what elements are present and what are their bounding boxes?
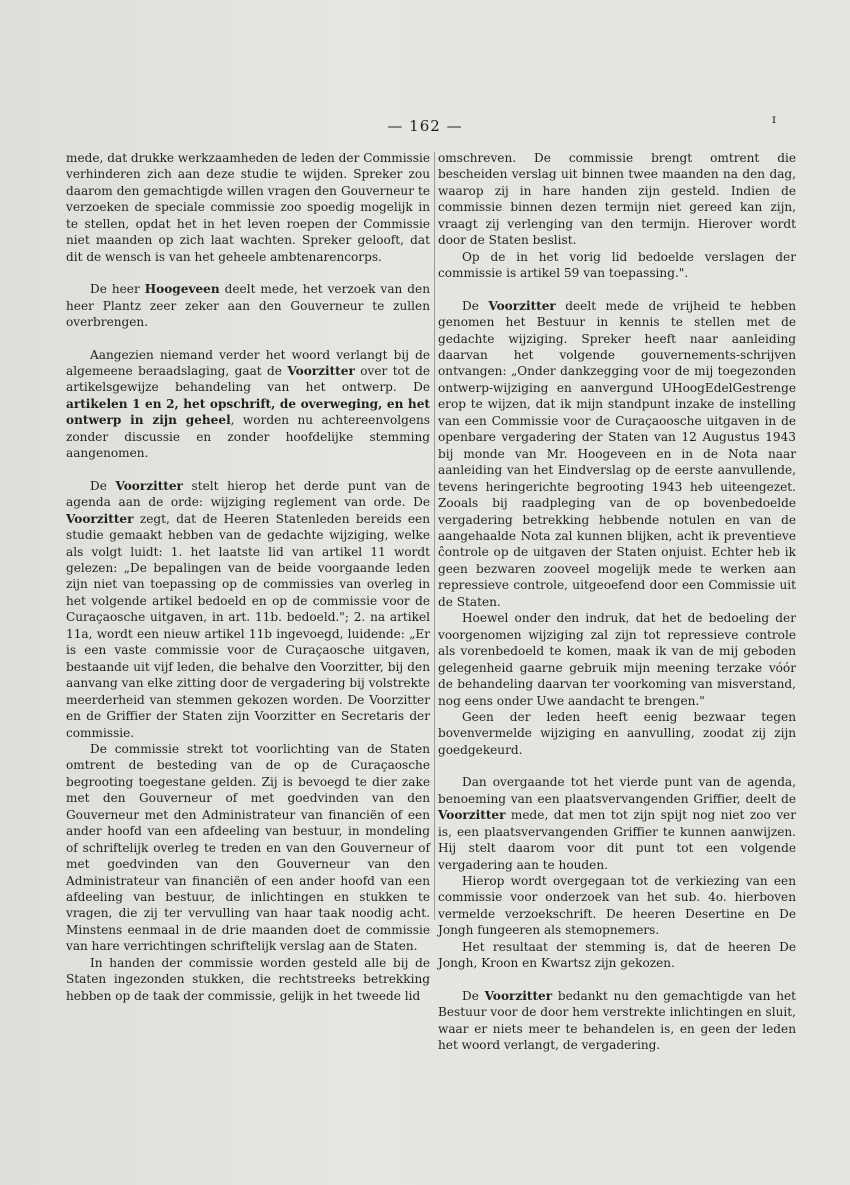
- paragraph: De Voorzitter deelt mede de vrijheid te hebben genomen het Bestuur in kennis te stellen met de gedachte wijziging. Spreker heeft naar aanleiding daarvan het volgende gouvernements-schrijven ontvangen: „Onder dankzegging voor de mij toegezonden ontwerp-wijziging en aanvergund UHoogEdelGestrenge erop te wijzen, dat ik mijn standpunt inzake de instelling van een Commissie voor de Curaçaoosche uitgaven in de openbare vergadering der Staten van 12 Augustus 1943 bij monde van Mr. Hoogeveen en in de Nota naar aanleiding van het Eindverslag op de eerste aanvullende, tevens heringerichte begrooting 1943 heb uiteengezet. Zooals bij raadpleging van de op bovenbedoelde vergadering betrekking hebbende notulen en van de aangehaalde Nota zal kunnen blijken, acht ik preventieve ĉontrole op de uitgaven der Staten onjuist. Echter heb ik geen bezwaren zooveel mogelijk mede te werken aan repressieve controle, uitgeoefend door een Commissie uit de Staten.: [438, 298, 796, 609]
- paragraph: In handen der commissie worden gesteld alle bij de Staten ingezonden stukken, die rechtstreeks betrekking hebben op de taak der commissie, gelijk in het tweede lid: [66, 955, 430, 1003]
- paragraph: Geen der leden heeft eenig bezwaar tegen bovenvermelde wijziging en aanvulling, zoodat zij zijn goedgekeurd.: [438, 709, 796, 757]
- left-column: [66, 150, 430, 1004]
- paragraph: Op de in het vorig lid bedoelde verslagen der commissie is artikel 59 van toepassing.".: [438, 249, 796, 281]
- paragraph: Het resultaat der stemming is, dat de heeren De Jongh, Kroon en Kwartsz zijn gekozen.: [438, 939, 796, 971]
- corner-mark: ɪ: [772, 112, 776, 126]
- paragraph: Dan overgaande tot het vierde punt van de agenda, benoeming van een plaatsvervangenden Griffier, deelt de Voorzitter mede, dat men tot zijn spijt nog niet zoo ver is, een plaatsvervangenden Griffier te kunnen aanwijzen. Hij stelt daarom voor dit punt tot een volgende vergadering aan te houden.: [438, 775, 796, 872]
- paragraph: De commissie strekt tot voorlichting van de Staten omtrent de besteding van de op de Curaçaosche begrooting toegestane gelden. Zij is bevoegd te dier zake met den Gouverneur of met goedvinden van den Gouverneur met den Administrateur van financiën of een ander hoofd van een afdeeling van bestuur, in mondeling of schriftelijk overleg te treden en van den Gouverneur of met goedvinden van den Gouverneur van den Administrateur van financiën of een ander hoofd van een afdeeling van bestuur, de inlichtingen en stukken te vragen, die zij ter vervulling van haar taak noodig acht. Minstens eenmaal in de drie maanden doet de commissie van hare verrichtingen schriftelijk verslag aan de Staten.: [66, 741, 430, 954]
- paragraph: De Voorzitter bedankt nu den gemachtigde van het Bestuur voor de door hem verstrekte inlichtingen en sluit, waar er niets meer te behandelen is, en geen der leden het woord verlangt, de vergadering.: [438, 988, 796, 1053]
- paragraph: Aangezien niemand verder het woord verlangt bij de algemeene beraadslaging, gaat de Voorzitter over tot de artikelsgewijze behandeling van het ontwerp. De artikelen 1 en 2, het opschrift, de overweging, en het ontwerp in zijn geheel, worden nu achtereenvolgens zonder discussie en zonder hoofdelijke stemming aangenomen.: [66, 347, 431, 461]
- paragraph: omschreven. De commissie brengt omtrent die bescheiden verslag uit binnen twee maanden na den dag, waarop zij in hare handen zijn gesteld. Indien de commissie binnen dezen termijn niet gereed kan zijn, vraagt zij verlenging van den termijn. Hierover wordt door de Staten beslist.: [438, 151, 796, 248]
- right-column: [438, 150, 796, 1054]
- column-divider: [434, 152, 435, 920]
- paragraph: Hierop wordt overgegaan tot de verkiezing van een commissie voor onderzoek van het sub. 4o. hierboven vermelde verzoekschrift. De heeren Desertine en De Jongh fungeeren als stemopnemers.: [438, 874, 796, 938]
- page-number: — 162 —: [387, 117, 463, 135]
- paragraph: Hoewel onder den indruk, dat het de bedoeling der voorgenomen wijziging zal zijn tot repressieve controle als vorenbedoeld te komen, maak ik van de mij geboden gelegenheid gaarne gebruik mijn meening terzake vóór de behandeling daarvan ter voorkoming van misverstand, nog eens onder Uwe aandacht te brengen.": [438, 611, 796, 708]
- paragraph: De Voorzitter stelt hierop het derde punt van de agenda aan de orde: wijziging reglement van orde. De Voorzitter zegt, dat de Heeren Statenleden bereids een studie gemaakt hebben van de gedachte wijziging, welke als volgt luidt: 1. het laatste lid van artikel 11 wordt gelezen: „De bepalingen van de beide voorgaande leden zijn niet van toepassing op de commissies van overleg in het volgende artikel bedoeld en op de commissie voor de Curaçaosche uitgaven, in art. 11b. bedoeld."; 2. na artikel 11a, wordt een nieuw artikel 11b ingevoegd, luidende: „Er is een vaste commissie voor de Curaçaosche uitgaven, bestaande uit vijf leden, die behalve den Voorzitter, bij den aanvang van elke zitting door de vergadering bij volstrekte meerderheid van stemmen gekozen worden. De Voorzitter en de Griffier der Staten zijn Voorzitter en Secretaris der commissie.: [66, 478, 430, 740]
- paragraph: De heer Hoogeveen deelt mede, het verzoek van den heer Plantz zeer zeker aan den Gouverneur te zullen overbrengen.: [66, 282, 430, 330]
- paragraph: mede, dat drukke werkzaamheden de leden der Commissie verhinderen zich aan deze studie te wijden. Spreker zou daarom den gemachtigde willen vragen den Gouverneur te verzoeken de speciale commissie zoo spoedig mogelijk in te stellen, opdat het in het leven roepen der Commissie niet maanden op zich laat wachten. Spreker gelooft, dat dit de wensch is van het geheele ambtenarencorps.: [66, 151, 430, 264]
